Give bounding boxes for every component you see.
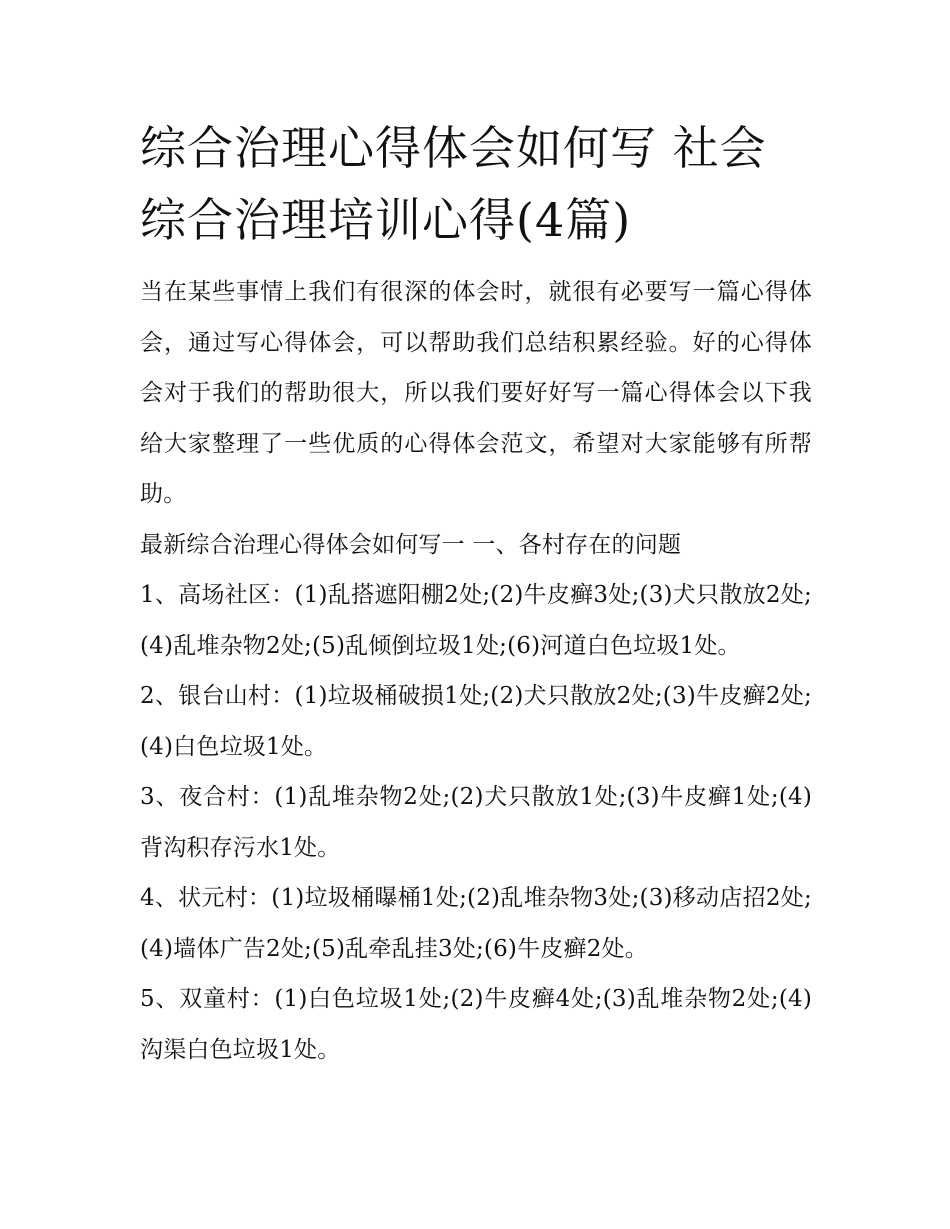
village-issue-item-4: 4、状元村：(1)垃圾桶曝桶1处;(2)乱堆杂物3处;(3)移动店招2处;(4)墙体广告2处;(5)乱牵乱挂3处;(6)牛皮癣2处。 — [140, 885, 812, 962]
village-issue-item-3: 3、夜合村：(1)乱堆杂物2处;(2)犬只散放1处;(3)牛皮癣1处;(4)背沟积存污水1处。 — [140, 784, 812, 861]
village-issue-item-2: 2、银台山村：(1)垃圾桶破损1处;(2)犬只散放2处;(3)牛皮癣2处;(4)白色垃圾1处。 — [140, 683, 812, 760]
document-body — [140, 112, 812, 1075]
document-title: 综合治理心得体会如何写 社会综合治理培训心得(4篇) — [140, 121, 767, 247]
village-issue-item-5: 5、双童村：(1)白色垃圾1处;(2)牛皮癣4处;(3)乱堆杂物2处;(4)沟渠白色垃圾1处。 — [140, 986, 812, 1063]
section-heading: 最新综合治理心得体会如何写一 一、各村存在的问题 — [140, 531, 682, 558]
village-issue-item-1: 1、高场社区：(1)乱搭遮阳棚2处;(2)牛皮癣3处;(3)犬只散放2处;(4)乱堆杂物2处;(5)乱倾倒垃圾1处;(6)河道白色垃圾1处。 — [140, 582, 812, 659]
intro-paragraph: 当在某些事情上我们有很深的体会时，就很有必要写一篇心得体会，通过写心得体会，可以帮助我们总结积累经验。好的心得体会对于我们的帮助很大，所以我们要好好写一篇心得体会以下我给大家整理了一些优质的心得体会范文，希望对大家能够有所帮助。 — [140, 279, 812, 507]
